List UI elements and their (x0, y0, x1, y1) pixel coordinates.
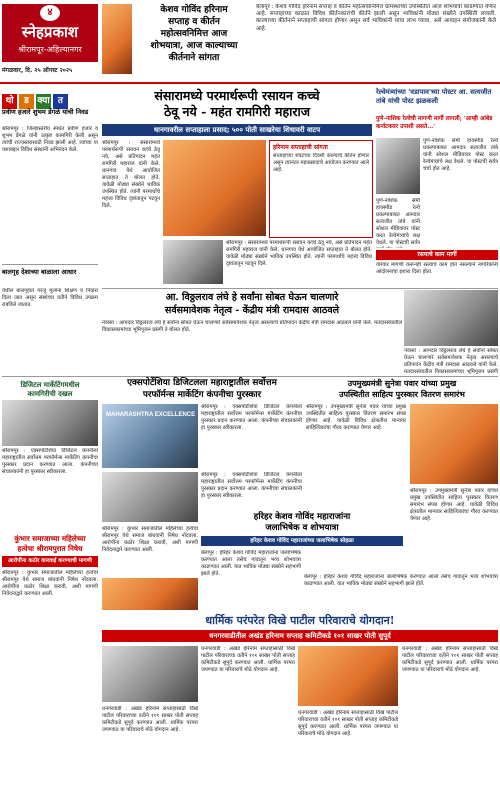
right-top-text: पुणे-नाशिक सेमी हायस्पीड रेल्वे प्रकल्पाबाबत आमदार सत्यजीत तांबे यांनी सोशल मीडियावर पोस्ट करत रेल्वेमंत्र्यांचे लक्ष वेधले. या पोस्टची सर्वत्र चर्चा होत आहे. (423, 138, 498, 172)
digital-story-text-2: श्रीरामपूर : एक्सपोर्टेशिया डिजिटल कंपनीला महाराष्ट्रातील सर्वोत्तम परफॉर्मन्स मार्केटिंग कंपनीचा पुरस्कार प्रदान करण्यात आला. कंपनीच्या संचालकांनी हा पुरस्कार स्वीकारला. (201, 472, 302, 499)
langhe-headline (102, 292, 402, 317)
right-box-title: रस्त्याचे काम मार्गी (376, 250, 498, 260)
digital-headline-line: एक्सपोर्टेशिया डिजिटलला महाराष्ट्रातील सर्वोत्तम (127, 378, 277, 388)
harihar-story-text: बेलापूर : हरिहर केशव गोविंद महाराजांना जलाभिषेक करण्यात आला तसेच गावातून भव्य शोभयात्रा काढण्यात आली. यात भाविक मोठ्या संख्येने सहभागी झाले होते. (201, 550, 301, 577)
kumbhar-photo (102, 472, 198, 522)
main-subbar: धानगावरील सप्ताहाला प्रसाद; ५०० पोती साखरेचा शिधावरी वाटप (102, 124, 372, 136)
award-banner: MAHARASHTRA EXCELLENCE (106, 412, 196, 418)
newspaper-logo (2, 4, 98, 62)
digital-title-line: कामगिरीची दखल (27, 389, 73, 398)
sunetra-story-text: श्रीरामपूर : उपमुख्यमंत्री सुनेत्रा पवार यांच्या प्रमुख उपस्थितीत साहित्य पुरस्कार वितरण समारंभ संपन्न होणार आहे. यावेळी विविध क्षेत्रातील मान्यवर साहित्यिकांचा गौरव करण्यात येणार आहे. (306, 404, 406, 431)
main-inset-title: हरिनाम सप्ताहाची सांगता (273, 144, 328, 151)
dharmik-photo-2 (298, 646, 398, 706)
top-headline-line: महोत्सवनिमित्त आज (160, 29, 228, 39)
top-story-text: बेलापूर : केशव गोविंद हरिनाम सप्ताह व कीर्तन महोत्सवानिमित्त ग्रामस्थांच्या उपस्थितीत आज शोभयात्रा काढण्यात येणार आहे. सप्ताहाच्या काळात विविध कीर्तनकारांची कीर्तने झाली असून भाविकांनी मोठ्या संख्येने उपस्थिती लावली. काल्याच्या कीर्तनाने सप्ताहाची सांगता होणार असून सर्व भाविकांनी याचा लाभ घ्यावा, असे आवाहन संयोजकांनी केले आहे. (256, 4, 496, 32)
langhe-headline-line: आ. विठ्ठलराव लंघे हे सर्वांना सोबत घेऊन चालणारे (165, 292, 339, 303)
divider (102, 288, 498, 289)
kumbhar-headline (2, 534, 98, 553)
harihar-headline-line: जलाभिषेक व शोभयात्रा (265, 523, 339, 533)
digital-title-line: डिजिटल मार्केटिंगमधील (20, 380, 80, 389)
dharmik-subbar: धनगरवाडीतील अखंड हरिनाम सप्ताह कमिटीकडे १०१ साखर पोती सुपूर्द (102, 630, 498, 642)
sunetra-story-text-2: श्रीरामपूर : उपमुख्यमंत्री सुनेत्रा पवार यांच्या प्रमुख उपस्थितीत साहित्य पुरस्कार वितरण समारंभ संपन्न होणार आहे. यावेळी विविध क्षेत्रातील मान्यवर साहित्यिकांचा गौरव करण्यात येणार आहे. (410, 488, 498, 522)
thodkyat-letter: ड (19, 94, 34, 109)
main-headline-line: ठेवू नये - महंत रामगिरी महाराज (163, 104, 310, 119)
dharmik-story-text-4: धनगरवाडी : अखंड हरिनाम सप्ताहासाठी विखे पाटील परिवाराच्या वतीने १०१ साखर पोती सप्ताह कमिटीकडे सुपूर्द करण्यात आली. धार्मिक परंपरा जपण्यात या परिवाराचे मोठे योगदान आहे. (402, 646, 498, 673)
right-top-headline: रेल्वेमंत्र्यांच्या 'वडापाव'च्या पोस्टर आ. सत्यजीत तांबे यांची पोस्ट झळकली (376, 88, 492, 105)
kumbhar-subbar: आरोपींना कठोर कारवाई करण्याची मागणी (2, 556, 98, 567)
sunetra-headline (306, 378, 498, 400)
right-top-photo (376, 138, 420, 194)
main-headline (102, 88, 372, 120)
right-top-text-2: पुणे-नाशिक सेमी हायस्पीड रेल्वे प्रकल्पाबाबत आमदार सत्यजीत तांबे यांनी सोशल मीडियावर पोस्ट करत रेल्वेमंत्र्यांचे लक्ष वेधले. या पोस्टची सर्वत्र (376, 198, 420, 246)
langhe-story-text: नेवासा : आमदार विठ्ठलराव लंघे हे सर्वांना सोबत घेऊन चालणारे सर्वसमावेशक नेतृत्व असल्याचे प्रतिपादन केंद्रीय मंत्री रामदास आठवले यांनी केले. मतदारसंघातील विकासकामांच्या भूमिपूजन प्रसंगी ते बोलत होते. (102, 320, 402, 333)
digital-photo (2, 400, 98, 446)
sunetra-headline-line: उपस्थितीत साहित्य पुरस्कार वितरण समारंभ (339, 389, 465, 399)
kumbhar-headline-line: कुंभार समाजाच्या महिलेच्या (14, 534, 86, 543)
thodkyat-letter: त (53, 94, 68, 109)
thodkyat-header (2, 88, 98, 109)
top-headline (136, 4, 252, 64)
divider (2, 264, 98, 265)
langhe-story-text-2: नेवासा : आमदार विठ्ठलराव लंघे हे सर्वांना सोबत घेऊन चालणारे सर्वसमावेशक नेतृत्व असल्याचे प्रतिपादन केंद्रीय मंत्री रामदास आठवले यांनी केले. मतदारसंघातील विकासकामांच्या भूमिपूजन प्रसंगी (404, 348, 498, 374)
masthead-photo (102, 4, 132, 74)
right-box-text: वारंवार मागणी करूनही रस्त्याचे काम होत नसल्याने नागरिकांनी आंदोलनाचा इशारा दिला होता. (376, 262, 498, 275)
right-top-subhead: पुणे-नाशिक रेल्वेची मागणी मार्गी लागली; 'आम्ही आंबेड कर्नाटकवर उपाशी असते...' (376, 116, 493, 130)
harihar-photo (102, 578, 198, 610)
main-photo (163, 140, 266, 236)
top-headline-line: सप्ताह व कीर्तन (168, 17, 220, 27)
kumbhar-story-text-2: श्रीरामपूर : कुंभार समाजातील महिलेच्या हत्येचा श्रीरामपूर येथे समाज बांधवांनी निषेध नोंदवला. आरोपींना कठोर शिक्षा करावी, अशी मागणी निवेदनाद्वारे करण्यात आली. (102, 526, 198, 553)
main-inset-box (269, 140, 373, 238)
thodkyat-story2-title: बालगृह देशाच्या बाळाला आधार (2, 268, 77, 276)
digital-headline (102, 378, 302, 401)
date-line: मंगळवार, दि. २५ ऑगस्ट २०२५ (2, 67, 73, 74)
dharmik-story-text-3: धनगरवाडी : अखंड हरिनाम सप्ताहासाठी विखे पाटील परिवाराच्या वतीने १०१ साखर पोती सप्ताह कमिटीकडे सुपूर्द करण्यात आली. धार्मिक परंपरा जपण्यात या परिवाराचे मोठे योगदान आहे. (298, 710, 398, 737)
top-headline-line: शोभयात्रा, आज काल्याच्या (150, 41, 238, 51)
kumbhar-story-text: श्रीरामपूर : कुंभार समाजातील महिलेच्या हत्येचा श्रीरामपूर येथे समाज बांधवांनी निषेध नोंदवला. आरोपींना कठोर शिक्षा करावी, अशी मागणी निवेदनाद्वारे करण्यात आली. (2, 570, 98, 597)
top-headline-line: केशव गोविंद हरिनाम (160, 5, 228, 15)
dharmik-story-text: धनगरवाडी : अखंड हरिनाम सप्ताहासाठी विखे पाटील परिवाराच्या वतीने १०१ साखर पोती सप्ताह कमिटीकडे सुपूर्द करण्यात आली. धार्मिक परंपरा जपण्यात या परिवाराचे मोठे योगदान आहे. (102, 706, 198, 733)
digital-headline-line: परफॉर्मन्स मार्केटिंग कंपनीचा पुरस्कार (142, 389, 262, 400)
harihar-story-text-2: बेलापूर : हरिहर केशव गोविंद महाराजांना जलाभिषेक करण्यात आला तसेच गावातून भव्य शोभयात्रा काढण्यात आली. यात भाविक मोठ्या संख्येने सहभागी झाले होते. (304, 574, 498, 587)
top-headline-line: कीर्तनाने सांगता (168, 53, 220, 63)
award-photo (102, 404, 198, 468)
newspaper-name: स्नेहप्रकाश (21, 23, 79, 41)
digital-text-left: श्रीरामपूर : एक्सपोर्टेशिया डिजिटल कंपनीला महाराष्ट्रातील सर्वोत्तम परफॉर्मन्स मार्केटिंग कंपनीचा पुरस्कार प्रदान करण्यात आला. कंपनीच्या संचालकांनी हा पुरस्कार स्वीकारला. (2, 448, 98, 475)
newspaper-city: श्रीरामपूर-अहिल्यानगर (18, 45, 82, 54)
dharmik-story-text-2: धनगरवाडी : अखंड हरिनाम सप्ताहासाठी विखे पाटील परिवाराच्या वतीने १०१ साखर पोती सप्ताह कमिटीकडे सुपूर्द करण्यात आली. धार्मिक परंपरा जपण्यात या परिवाराचे मोठे योगदान आहे. (201, 646, 295, 673)
main-inset-text: सप्ताहाच्या शेवटच्या दिवशी काल्याचे कीर्तन होणार असून त्यानंतर महाप्रसादाचे आयोजन करण्यात आले आहे. (273, 153, 369, 173)
divider (2, 376, 498, 377)
harihar-headline (201, 512, 403, 534)
digital-title (2, 380, 98, 398)
issue-number: ४ (40, 5, 60, 21)
thodkyat-story2-text: येथील बालगृहात गरजू मुलांना शिक्षण व निवारा दिला जात असून संस्थेच्या वतीने विविध उपक्रम राबविले जातात. (2, 288, 98, 308)
main-story-text: श्रीरामपूर : संसारामध्ये परमार्थरूपी रसायन कच्चे ठेवू नये, असे प्रतिपादन महंत रामगिरी महाराज यांनी केले. धानगाव येथे आयोजित सप्ताहात ते बोलत होते. यावेळी मोठ्या संख्येने भाविक उपस्थित होते. त्यांनी परमार्थाचे महत्त्व विविध दृष्टांतातून पटवून दिले. (102, 140, 160, 209)
digital-story-text: श्रीरामपूर : एक्सपोर्टेशिया डिजिटल कंपनीला महाराष्ट्रातील सर्वोत्तम परफॉर्मन्स मार्केटिंग कंपनीचा पुरस्कार प्रदान करण्यात आला. कंपनीच्या संचालकांनी हा पुरस्कार स्वीकारला. (201, 404, 302, 431)
sunetra-photo (410, 404, 498, 484)
langhe-headline-line: सर्वसमावेशक नेतृत्व - केंद्रीय मंत्री रामदास आठवले (164, 304, 340, 316)
harihar-subbar: हरिहर केशव गोविंद महाराजांच्या जलाभिषेक सोहळा (201, 536, 403, 546)
thodkyat-letter: थो (2, 94, 17, 109)
main-story-text-2: श्रीरामपूर : संसारामध्ये परमार्थरूपी रसायन कच्चे ठेवू नये, असे प्रतिपादन महंत रामगिरी महाराज यांनी केले. धानगाव येथे आयोजित सप्ताहात ते बोलत होते. यावेळी मोठ्या संख्येने भाविक उपस्थित होते. त्यांनी परमार्थाचे महत्त्व विविध दृष्टांतातून पटवून दिले. (226, 240, 372, 267)
masthead (0, 0, 500, 84)
thodkyat-story1-text: श्रीरामपूर : जिल्हास्तरीय स्पर्धेत प्रवीण हजारे व शुभम डेंगळे यांनी उत्कृष्ट कामगिरी केली असून त्यांची राज्यस्तरासाठी निवड झाली आहे. त्यांच्या या यशाबद्दल विविध संस्थांनी अभिनंदन केले. (2, 126, 98, 153)
thodkyat-story1-title: प्रवीण हजारे शुभम डेंगळे यांची निवड (2, 108, 89, 116)
kumbhar-headline-line: हत्येचा श्रीरामपुरात निषेध (17, 543, 83, 553)
thodkyat-letter: क्या (36, 94, 51, 109)
harihar-headline-line: हरिहर केशव गोविंद महाराजांना (253, 512, 351, 522)
main-headline-line: संसारामध्ये परमार्थरूपी रसायन कच्चे (154, 88, 320, 103)
main-photo-small (163, 240, 223, 284)
sunetra-headline-line: उपमुख्यमंत्री सुनेत्रा पवार यांच्या प्रमुख (347, 378, 457, 388)
dharmik-headline: धार्मिक परंपरेत विखे पाटील परिवाराचे योगदान! (205, 614, 395, 627)
langhe-photo (404, 290, 498, 346)
dharmik-photo (102, 646, 198, 702)
